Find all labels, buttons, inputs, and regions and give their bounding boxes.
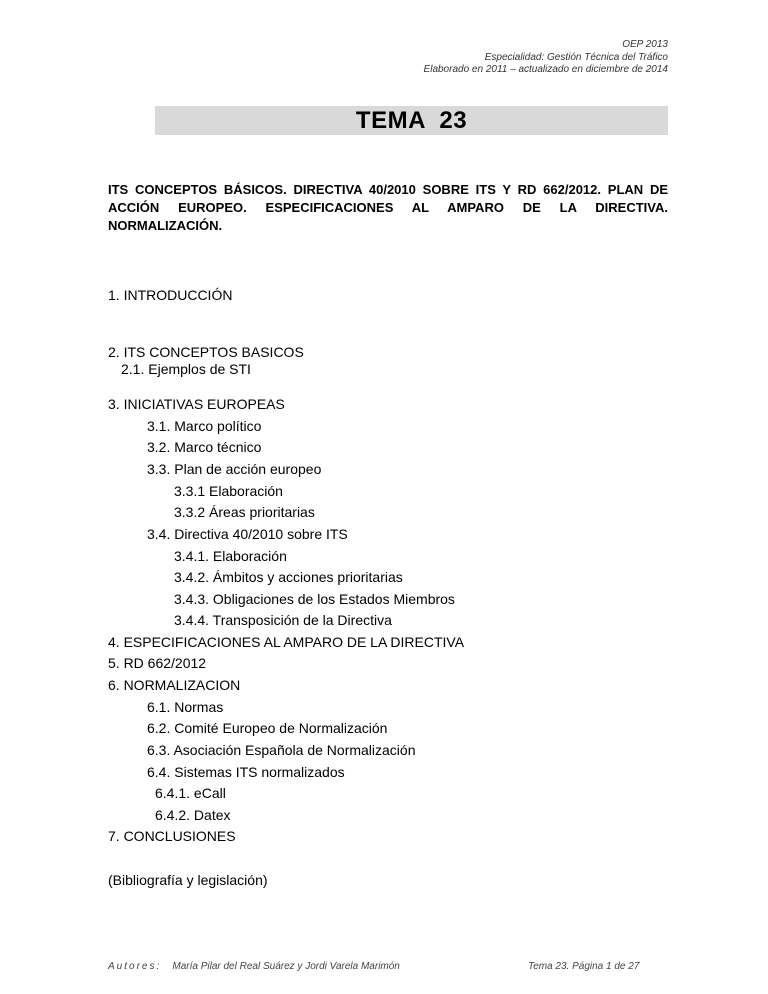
toc-item: 3. INICIATIVAS EUROPEAS: [108, 396, 285, 412]
title-bar: [155, 106, 668, 135]
toc-item: 3.4.2. Ámbitos y acciones prioritarias: [174, 569, 403, 585]
toc-item: 3.3.1 Elaboración: [174, 483, 283, 499]
toc-item: 6.1. Normas: [147, 699, 224, 715]
toc-item: 2.1. Ejemplos de STI: [121, 361, 251, 377]
authors-label: Autores:: [108, 961, 162, 972]
toc-item: 3.4.3. Obligaciones de los Estados Miembros: [174, 591, 455, 607]
toc-item: 7. CONCLUSIONES: [108, 828, 236, 844]
footer-page-number: Tema 23. Página 1 de 27: [528, 961, 640, 972]
toc-item: 3.4.1. Elaboración: [174, 548, 287, 564]
header-line-3: Elaborado en 2011 – actualizado en diciembre de 2014: [423, 64, 668, 75]
topic-subtitle: ITS CONCEPTOS BÁSICOS. DIRECTIVA 40/2010 SOBRE ITS Y RD 662/2012. PLAN DE ACCIÓN EUROPEO. ESPECIFICACIONES AL AMPARO DE LA DIRECTIVA. NORMALIZACIÓN.: [108, 182, 668, 233]
bibliography-note: (Bibliografía y legislación): [108, 872, 268, 888]
page-header: [424, 39, 668, 77]
toc-item: 4. ESPECIFICACIONES AL AMPARO DE LA DIRECTIVA: [108, 634, 465, 650]
toc-item: 6.4. Sistemas ITS normalizados: [147, 764, 345, 780]
toc-item: 3.2. Marco técnico: [147, 439, 262, 455]
toc-item: 6.4.1. eCall: [155, 785, 226, 801]
header-line-2: Especialidad: Gestión Técnica del Tráfico: [484, 51, 668, 63]
toc-item: 3.3.2 Áreas prioritarias: [174, 504, 315, 520]
toc-item: 6.3. Asociación Española de Normalización: [147, 742, 416, 758]
toc-item: 1. INTRODUCCIÓN: [108, 287, 233, 303]
footer-authors: [108, 961, 400, 972]
toc-item: 3.1. Marco político: [147, 418, 262, 434]
authors-names: María Pilar del Real Suárez y Jordi Varela Marimón: [172, 961, 400, 972]
toc-item: 6. NORMALIZACION: [108, 677, 241, 693]
header-line-1: OEP 2013: [622, 39, 668, 50]
toc-item: 3.4. Directiva 40/2010 sobre ITS: [147, 526, 348, 542]
toc-item: 6.4.2. Datex: [155, 807, 231, 823]
toc-item: 5. RD 662/2012: [108, 655, 207, 671]
toc-item: 3.4.4. Transposición de la Directiva: [174, 612, 392, 628]
toc-item: 6.2. Comité Europeo de Normalización: [147, 720, 388, 736]
page-title: TEMA 23: [355, 107, 468, 134]
toc-item: 2. ITS CONCEPTOS BASICOS: [108, 344, 304, 360]
toc-item: 3.3. Plan de acción europeo: [147, 461, 322, 477]
